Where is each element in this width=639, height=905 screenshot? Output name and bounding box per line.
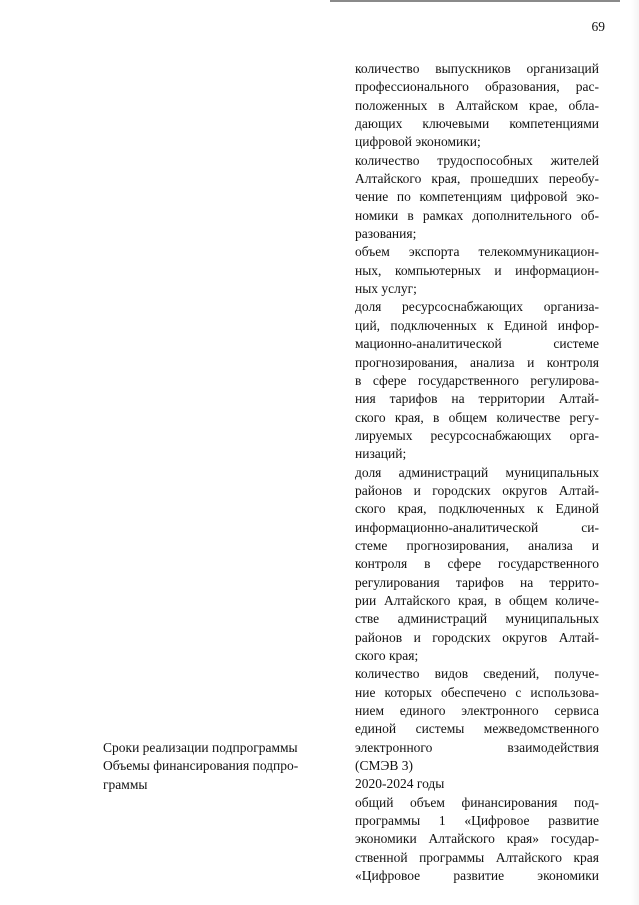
indicator-resource-organizations [355,298,599,463]
text-line: Объемы финансирования подпро- [103,758,299,774]
text-line: ных, компьютерных и информацион- [355,262,599,278]
text-line: ского края, в общем количестве регу- [355,409,599,425]
text-line: экономики Алтайского края» государ- [355,831,599,847]
text-line: информационно-аналитической си- [355,519,599,535]
text-line: прогнозирования, анализа и контроля [355,354,599,370]
text-line: цифровой экономики; [355,134,481,150]
text-line: районов и городских округов Алтай- [355,629,599,645]
text-line: ского края, подключенных к Единой [355,501,599,517]
text-line: чение по компетенциям цифровой эко- [355,189,599,205]
text-line: ния тарифов на территории Алтай- [355,391,599,407]
text-line: граммы [103,776,148,792]
text-line: доля администраций муниципальных [355,464,599,480]
implementation-period-value [355,775,599,793]
text-line: стве администраций муниципальных [355,611,599,627]
text-line: в сфере государственного регулирова- [355,372,599,388]
text-line: разования; [355,226,417,242]
indicator-municipal-administrations [355,464,599,666]
indicator-ict-export [355,243,599,298]
text-line: «Цифровое развитие экономики [355,868,599,884]
scan-edge-shadow [631,0,639,905]
text-line: районов и городских округов Алтай- [355,482,599,498]
text-line: ние которых обеспечено с использова- [355,684,599,700]
text-line: объем экспорта телекоммуникацион- [355,244,599,260]
text-line: количество трудоспособных жителей [355,152,599,168]
text-line: количество выпускников организаций [355,61,599,76]
financing-volume-label [103,757,343,794]
text-line: ных услуг; [355,281,417,297]
indicator-smev-services [355,665,599,775]
text-line: регулирования тарифов на террито- [355,574,599,590]
financing-volume-value [355,794,599,886]
text-line: номики в рамках дополнительного об- [355,207,599,223]
text-line: низаций; [355,446,407,462]
text-line: рии Алтайского края, в общем количе- [355,592,599,608]
passport-values-column [355,60,599,885]
top-scan-rule [330,0,620,2]
text-line: доля ресурсоснабжающих организа- [355,299,599,315]
text-line: контроля в сфере государственного [355,556,599,572]
text-line: ственной программы Алтайского края [355,849,599,865]
implementation-period-label [103,739,343,757]
text-line: Сроки реализации подпрограммы [103,740,298,755]
text-line: общий объем финансирования под- [355,794,599,810]
text-line: ского края; [355,648,419,663]
text-line: (СМЭВ 3) [355,758,414,774]
text-line: программы 1 «Цифровое развитие [355,813,599,829]
text-line: 2020-2024 годы [355,776,445,792]
text-line: дающих ключевыми компетенциями [355,116,599,132]
text-line: единой системы межведомственного [355,721,599,737]
text-line: нием единого электронного сервиса [355,703,599,719]
text-line: профессионального образования, рас- [355,79,599,95]
text-line: ций, подключенных к Единой инфор- [355,317,599,333]
page-number: 69 [591,19,605,34]
indicator-retrained-residents [355,152,599,244]
text-line: мационно-аналитической системе [355,336,599,352]
text-line: лируемых ресурсоснабжающих орга- [355,427,599,443]
passport-labels-column [103,739,343,794]
text-line: электронного взаимодействия [355,739,599,755]
text-line: положенных в Алтайском крае, обла- [355,97,599,113]
text-line: стеме прогнозирования, анализа и [355,537,599,553]
indicator-graduates [355,60,599,152]
text-line: количество видов сведений, получе- [355,666,599,682]
text-line: Алтайского края, прошедших переобу- [355,171,599,187]
